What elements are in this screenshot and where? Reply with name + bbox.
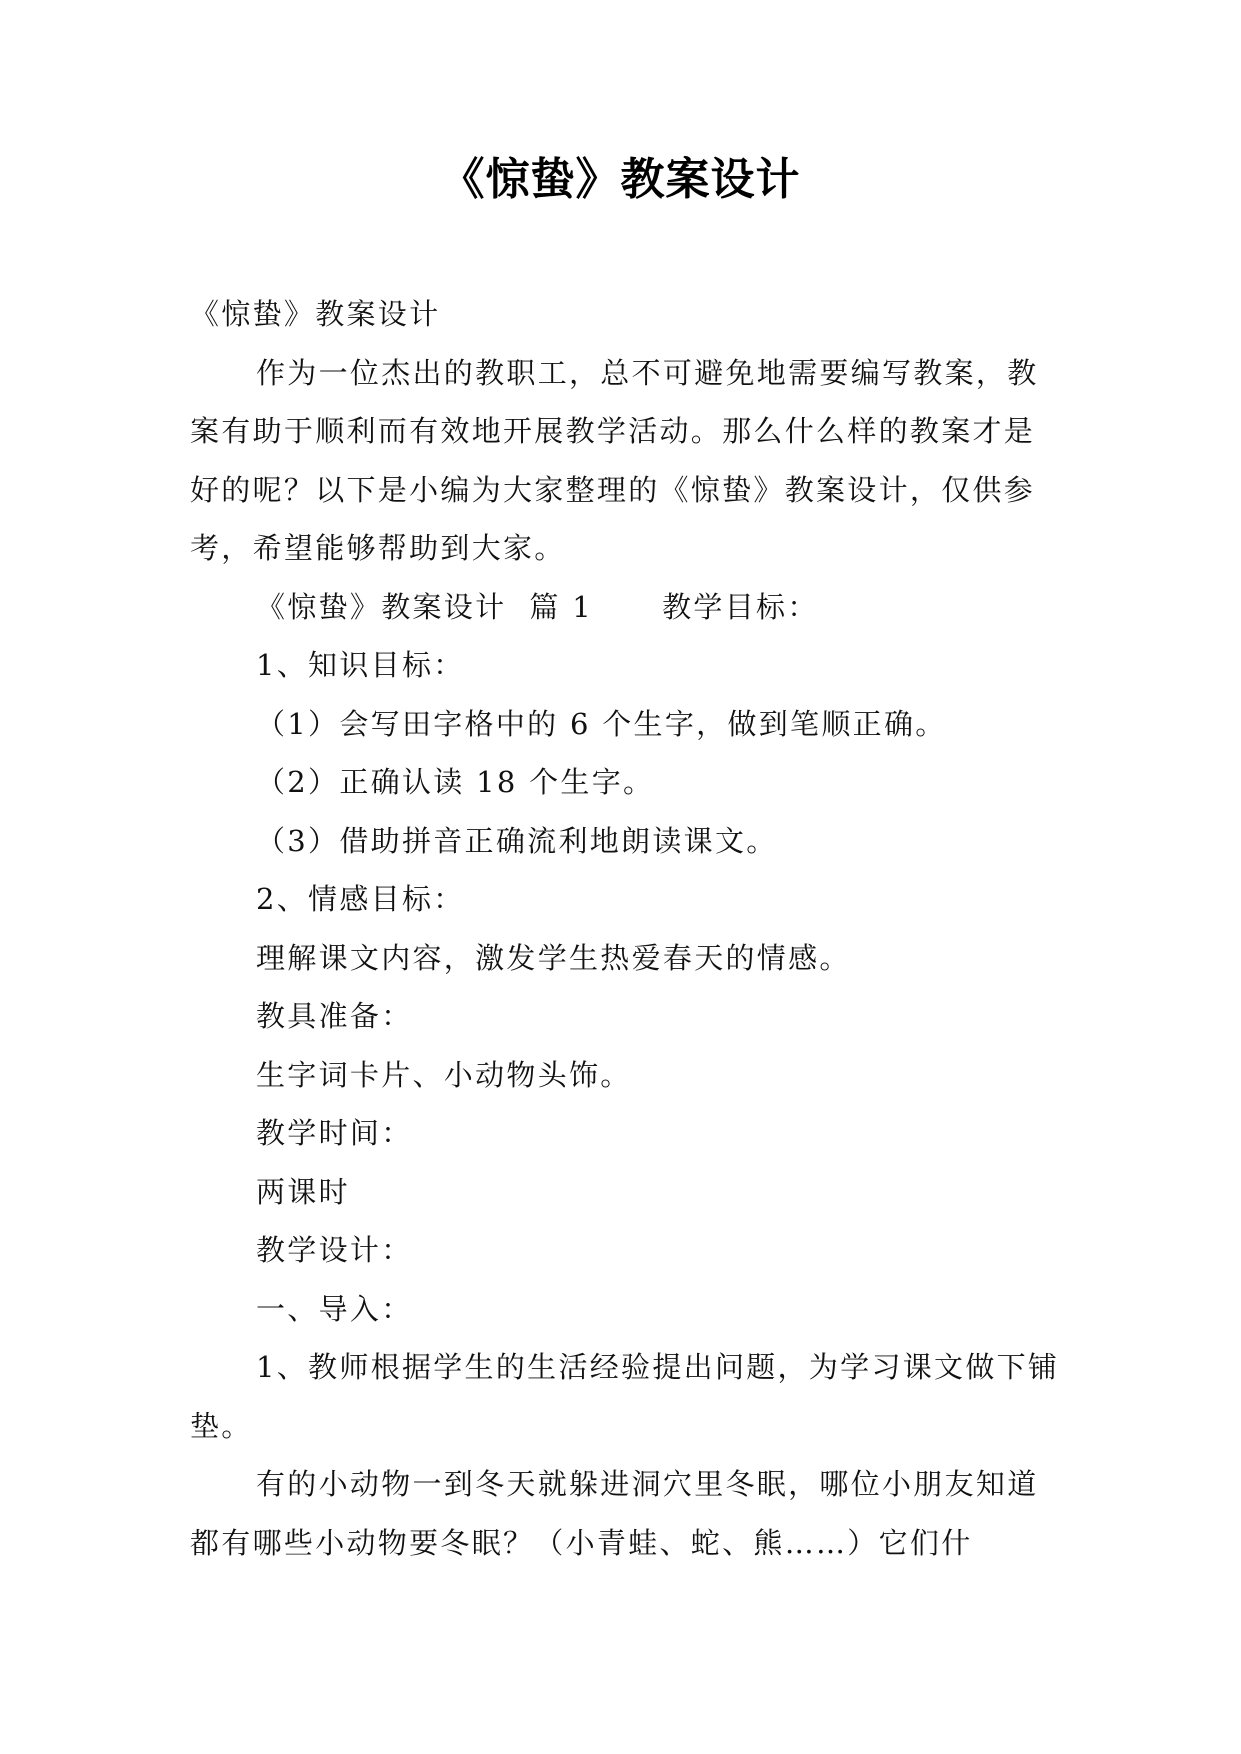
list-item-2: （2）正确认读 18 个生字。: [256, 765, 655, 799]
time-text: 两课时: [256, 1174, 350, 1209]
section-heading: 《惊蛰》教案设计 篇 1 教学目标：: [256, 589, 819, 624]
step-paragraph-1: 1、教师根据学生的生活经验提出问题，为学习课文做下铺垫。: [190, 1350, 1060, 1443]
time-heading: 教学时间：: [256, 1116, 413, 1150]
document-title: 《惊蛰》教案设计: [440, 154, 801, 205]
materials-text: 生字词卡片、小动物头饰。: [256, 1057, 632, 1092]
materials-heading: 教具准备：: [256, 999, 413, 1033]
subtitle-line: 《惊蛰》教案设计: [190, 297, 441, 331]
step-paragraph-2: 有的小动物一到冬天就躲进洞穴里冬眠，哪位小朋友知道都有哪些小动物要冬眠？（小青蛙、蛇、熊……）它们什: [190, 1467, 1039, 1560]
list-item-1: （1）会写田字格中的 6 个生字，做到笔顺正确。: [256, 706, 947, 741]
list-heading-knowledge: 1、知识目标：: [256, 648, 465, 682]
emotion-goal: 理解课文内容，激发学生热爱春天的情感。: [256, 940, 851, 975]
list-item-3: （3）借助拼音正确流利地朗读课文。: [256, 823, 778, 858]
document-body: [190, 285, 1060, 1572]
step-heading: 一、导入：: [256, 1291, 413, 1326]
list-heading-emotion: 2、情感目标：: [256, 882, 465, 916]
design-heading: 教学设计：: [256, 1233, 413, 1267]
intro-paragraph: 作为一位杰出的教职工，总不可避免地需要编写教案，教案有助于顺利而有效地开展教学活动。那么什么样的教案才是好的呢？以下是小编为大家整理的《惊蛰》教案设计，仅供参考，希望能够帮助到大家。: [190, 355, 1039, 565]
